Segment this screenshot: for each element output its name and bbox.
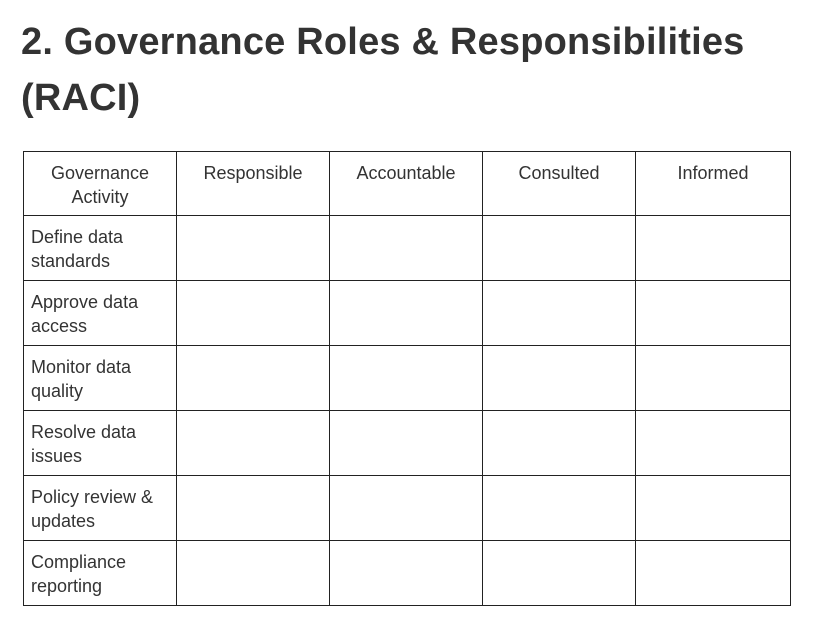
consulted-cell[interactable] (483, 346, 636, 411)
table-header-row (24, 152, 791, 216)
column-header-activity: Governance Activity (24, 152, 177, 216)
activity-cell: Policy review & updates (24, 476, 177, 541)
table-row (24, 411, 791, 476)
column-header-accountable: Accountable (330, 152, 483, 216)
responsible-cell[interactable] (177, 346, 330, 411)
accountable-cell[interactable] (330, 411, 483, 476)
raci-table (23, 151, 791, 606)
consulted-cell[interactable] (483, 411, 636, 476)
accountable-cell[interactable] (330, 346, 483, 411)
activity-cell: Compliance reporting (24, 541, 177, 606)
table-row (24, 346, 791, 411)
accountable-cell[interactable] (330, 541, 483, 606)
responsible-cell[interactable] (177, 541, 330, 606)
consulted-cell[interactable] (483, 281, 636, 346)
column-header-informed: Informed (636, 152, 791, 216)
responsible-cell[interactable] (177, 476, 330, 541)
column-header-consulted: Consulted (483, 152, 636, 216)
consulted-cell[interactable] (483, 476, 636, 541)
informed-cell[interactable] (636, 476, 791, 541)
page-title: 2. Governance Roles & Responsibilities (RACI) (21, 21, 745, 119)
consulted-cell[interactable] (483, 216, 636, 281)
accountable-cell[interactable] (330, 216, 483, 281)
responsible-cell[interactable] (177, 281, 330, 346)
table-row (24, 541, 791, 606)
informed-cell[interactable] (636, 541, 791, 606)
table-row (24, 281, 791, 346)
consulted-cell[interactable] (483, 541, 636, 606)
accountable-cell[interactable] (330, 476, 483, 541)
responsible-cell[interactable] (177, 411, 330, 476)
activity-cell: Approve data access (24, 281, 177, 346)
informed-cell[interactable] (636, 346, 791, 411)
informed-cell[interactable] (636, 281, 791, 346)
table-row (24, 216, 791, 281)
activity-cell: Define data standards (24, 216, 177, 281)
informed-cell[interactable] (636, 411, 791, 476)
activity-cell: Monitor data quality (24, 346, 177, 411)
informed-cell[interactable] (636, 216, 791, 281)
column-header-responsible: Responsible (177, 152, 330, 216)
activity-cell: Resolve data issues (24, 411, 177, 476)
table-row (24, 476, 791, 541)
responsible-cell[interactable] (177, 216, 330, 281)
accountable-cell[interactable] (330, 281, 483, 346)
